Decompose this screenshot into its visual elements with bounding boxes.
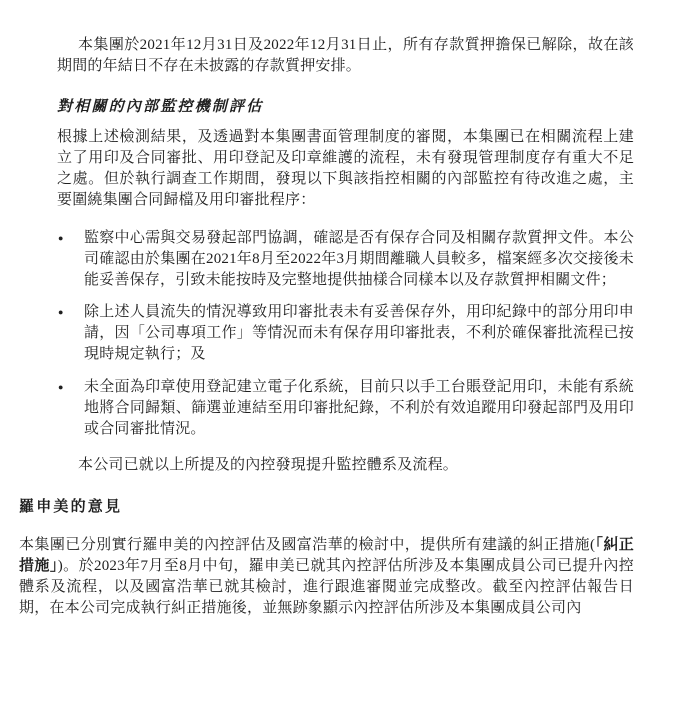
finding-item-contract-archive [57, 228, 634, 291]
finding-text: 除上述人員流失的情況導致用印審批表未有妥善保存外，用印紀錄中的部分用印申請，因「公司專項工作」等情況而未有保存用印審批表，不利於確保審批流程已按現時規定執行；及 [84, 304, 634, 362]
internal-control-findings-list [57, 228, 634, 440]
internal-control-lead-paragraph: 根據上述檢測結果，及透過對本集團書面管理制度的審閱，本集團已在相關流程上建立了用印及合同審批、用印登記及印章維護的流程，未有發現管理制度存有重大不足之處。但於執行調查工作期間，發現以下與該指控相關的內部監控有待改進之處，主要圍繞集團合同歸檔及用印審批程序： [57, 129, 634, 208]
remediation-paragraph: 本公司已就以上所提及的內控發現提升監控體系及流程。 [78, 457, 459, 473]
pledge-release-paragraph: 本集團於2021年12月31日及2022年12月31日止，所有存款質押擔保已解除，故在該期間的年結日不存在未披露的存款質押安排。 [57, 37, 634, 74]
bullet-icon: ● [58, 382, 64, 392]
finding-item-seal-approval-form [57, 302, 634, 365]
rsm-paragraph-text-pre: 本集團已分別實行羅申美的內控評估及國富浩華的檢討中，提供所有建議的糾正措施( [19, 537, 596, 553]
finding-text: 監察中心需與交易發起部門協調，確認是否有保存合同及相關存款質押文件。本公司確認由於集團在2021年8月至2022年3月期間離職人員較多，檔案經多次交接後未能妥善保存，引致未能按時及完整地提供抽樣合同樣本以及存款質押相關文件； [84, 230, 634, 288]
section-rsm-opinion [19, 497, 634, 619]
section-internal-control [57, 35, 634, 476]
bullet-icon: ● [58, 307, 64, 317]
rsm-opinion-paragraph [19, 535, 634, 619]
bullet-icon: ● [58, 233, 64, 243]
finding-text: 未全面為印章使用登記建立電子化系統，目前只以手工台賬登記用印，未能有系統地將合同歸類、篩選並連結至用印審批紀錄，不利於有效追蹤用印發起部門及用印或合同審批情況。 [84, 379, 634, 437]
internal-control-heading: 對相關的內部監控機制評估 [57, 99, 264, 115]
rsm-opinion-heading: 羅申美的意見 [19, 499, 123, 515]
corrective-measures-term: 「糾正措施」 [19, 537, 634, 574]
rsm-paragraph-text-post: )。於2023年7月至8月中旬，羅申美已就其內控評估所涉及本集團成員公司已提升內控體系及流程，以及國富浩華已就其檢討，進行跟進審閱並完成整改。截至內控評估報告日期，在本公司完成執行糾正措施後，並無跡象顯示內控評估所涉及本集團成員公司內 [19, 558, 635, 616]
finding-item-electronic-system [57, 377, 634, 440]
